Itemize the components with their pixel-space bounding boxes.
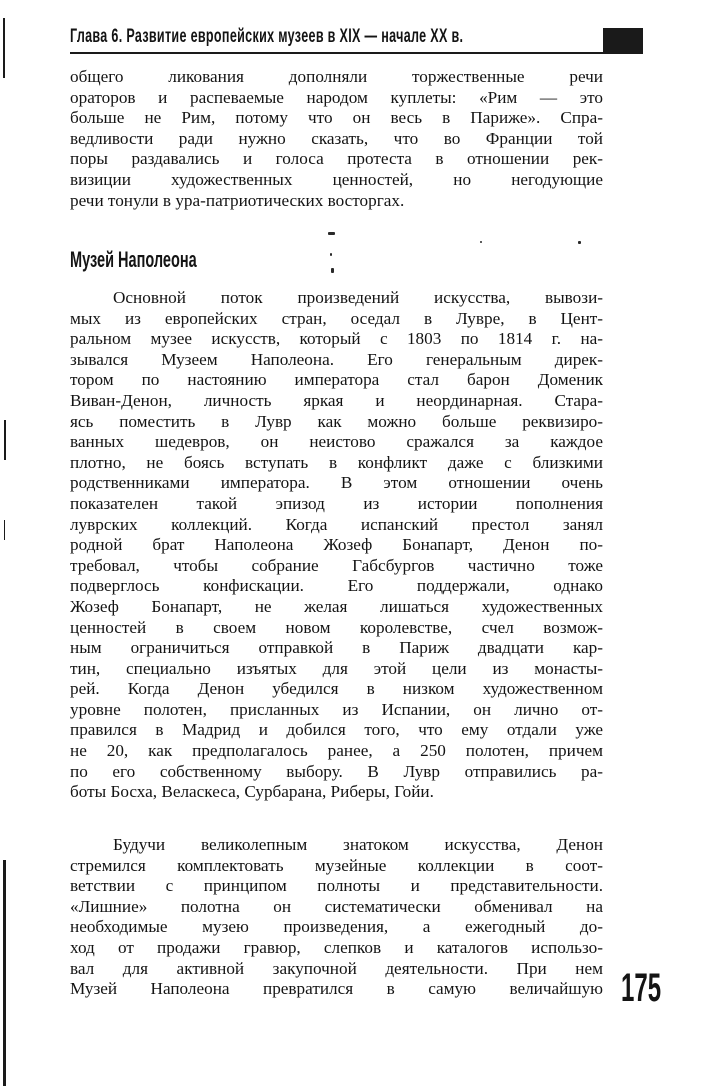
text-line: мых из европейских стран, оседал в Лувре, в Цент- (70, 308, 603, 328)
text-line: ральном музее искусств, который с 1803 по 1814 г. на- (70, 329, 603, 349)
text-line: ным ограничиться отправкой в Париж двадцати кар- (70, 638, 603, 658)
text-line: тин, специально изъятых для этой цели из монасты- (70, 658, 603, 678)
text-line: ведливости ради нужно сказать, что во Франции той (70, 128, 603, 148)
text-line: необходимые музею произведения, а ежегодный до- (70, 917, 603, 937)
paragraph-napoleon-museum (70, 288, 603, 803)
scan-edge-mark-low (4, 520, 5, 540)
scan-edge-mark-bottom (3, 860, 6, 1086)
running-header (70, 24, 643, 54)
header-tab-block (603, 28, 643, 52)
text-line: речи тонули в ура-патриотических восторгах. (70, 190, 405, 210)
text-line: требовал, чтобы собрание Габсбургов частично тоже (70, 555, 603, 575)
text-line: плотно, не боясь вступать в конфликт даже с близкими (70, 452, 603, 472)
text-line: общего ликования дополняли торжественные речи (70, 67, 603, 86)
text-line: ветствии с принципом полноты и представительности. (70, 876, 603, 896)
text-line: ценностей в своем новом королевстве, счел возмож- (70, 617, 603, 637)
text-line: показателен такой эпизод из истории пополнения (70, 493, 603, 513)
text-line: ораторов и распеваемые народом куплеты: «Рим — это (70, 87, 603, 107)
text-line: луврских коллекций. Когда испанский престол занял (70, 514, 603, 534)
scan-speck (328, 232, 335, 235)
text-line: больше не Рим, потому что он весь в Париже». Спра- (70, 108, 603, 128)
text-line: стремился комплектовать музейные коллекции в соот- (70, 855, 603, 875)
text-line: уровне полотен, присланных из Испании, он лично от- (70, 699, 603, 719)
text-line: по его собственному выбору. В Лувр отправились ра- (70, 761, 603, 781)
text-line: Виван-Денон, личность яркая и неординарная. Стара- (70, 390, 603, 410)
text-line: ясь поместить в Лувр как можно больше реквизиро- (70, 411, 603, 431)
text-line: боты Босха, Веласкеса, Сурбарана, Риберы, Гойи. (70, 782, 434, 802)
text-line: визиции художественных ценностей, но негодующие (70, 169, 603, 189)
text-line: зывался Музеем Наполеона. Его генеральным дирек- (70, 349, 603, 369)
text-line: вал для активной закупочной деятельности. При нем (70, 958, 603, 978)
text-line: не 20, как предполагалось ранее, а 250 полотен, причем (70, 741, 603, 761)
text-line: «Лишние» полотна он систематически обменивал на (70, 896, 603, 916)
scan-speck (330, 253, 332, 256)
scan-speck (480, 241, 482, 243)
paragraph-denon (70, 835, 603, 1000)
scan-edge-mark-top (3, 18, 5, 78)
text-line: родственниками императора. В этом отношении очень (70, 473, 603, 493)
section-heading: Музей Наполеона (70, 247, 197, 272)
running-head-title: Глава 6. Развитие европейских музеев в XIX — начале XX в. (70, 26, 464, 47)
text-line: правился в Мадрид и добился того, что ему отдали уже (70, 720, 603, 740)
text-line: подверглось конфискации. Его поддержали, однако (70, 576, 603, 596)
text-line: Музей Наполеона превратился в самую величайшую (70, 979, 603, 999)
scan-speck (578, 241, 581, 244)
text-line: Жозеф Бонапарт, не желая лишаться художественных (70, 596, 603, 616)
text-line: ванных шедевров, он неистово сражался за каждое (70, 432, 603, 452)
text-line: тором по настоянию императора стал барон Доменик (70, 370, 603, 390)
text-line: Будучи великолепным знатоком искусства, Денон (113, 835, 603, 854)
text-line: ход от продажи гравюр, слепков и каталогов использо- (70, 937, 603, 957)
paragraph-intro (70, 67, 603, 211)
text-line: поры раздавались и голоса протеста в отношении рек- (70, 149, 603, 169)
page-number: 175 (621, 966, 662, 1010)
scan-edge-mark-mid (4, 420, 6, 460)
text-line: родной брат Наполеона Жозеф Бонапарт, Денон по- (70, 535, 603, 555)
scan-speck (331, 268, 334, 273)
text-line: рей. Когда Денон убедился в низком художественном (70, 679, 603, 699)
text-line: Основной поток произведений искусства, вывози- (113, 288, 603, 307)
